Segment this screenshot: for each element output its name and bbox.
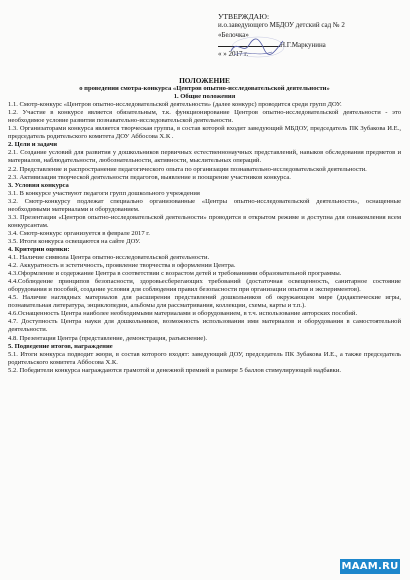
section-item: 4.7. Доступность Центра науки для дошкольников, возможность использования ими материалов и оборудования в самостоятельной деятельности. [8, 318, 401, 334]
document-body [8, 77, 401, 375]
maam-logo: MAAM.RU [341, 561, 399, 572]
approval-org: «Белочка» [218, 30, 249, 39]
section-item: 2.1. Создание условий для развития у дошкольников первичных естественнонаучных представлений, навыков обследования предметов и материалов, наблюдательности, любознательности, активности, мыслительных операций. [8, 149, 401, 165]
approval-position: и.о.заведующего МБДОУ детский сад № 2 [218, 21, 345, 30]
section-item: 2.2. Представление и распространение педагогического опыта по организации познавательно-исследовательской деятельности. [8, 165, 367, 173]
section-item: 3.1. В конкурсе участвуют педагоги групп дошкольного учреждения [8, 189, 200, 197]
section-heading: 3. Условия конкурса [8, 181, 69, 189]
section-item: 1.3. Организаторами конкурса является творческая группа, в состав которой входит заведующий МБДОУ, председатель ПК Зубакова И.Е., председатель родительского комитета ДОУ Аббосова Х.К . [8, 125, 401, 141]
section-item: 3.4. Смотр-конкурс организуется в феврале 2017 г. [8, 229, 150, 237]
document-title: ПОЛОЖЕНИЕ [179, 76, 230, 85]
approval-signer: Н.Г.Маркунина [280, 40, 326, 49]
section-item: 4.8. Презентация Центра (представление, демонстрация, разъяснение). [8, 334, 208, 342]
section-item: 4.6.Оснащенность Центра наиболее необходимыми материалами и оборудованием, в т.ч. использование авторских пособий. [8, 310, 358, 318]
section-item: 5.1. Итоги конкурса подводит жюри, в состав которого входят: заведующий ДОУ, председатель ПК Зубакова И.Е., а также председатель родительского комитета Аббосова Х.К. [8, 350, 401, 366]
document-subtitle: о проведении смотра-конкурса «Центров опытно-исследовательской деятельности» [79, 85, 330, 93]
section-item: 3.2. Смотр-конкурсу подлежат специально организованные «Центры опытно-исследовательской деятельности», оснащенные необходимыми материалами и оборудованием. [8, 197, 401, 213]
section-item: 4.3.Оформление и содержание Центра в соответствии с возрастом детей и требованиями образовательной программы. [8, 270, 342, 278]
section-item: 3.3. Презентация «Центров опытно-исследовательской деятельности» проводится в открытом режиме и доступна для ознакомления всем конкурсантам. [8, 213, 401, 229]
document-sections [8, 93, 401, 375]
approval-heading: УТВЕРЖДАЮ: [218, 12, 270, 21]
section-item: 4.2. Аккуратность и эстетичность, проявление творчества в оформлении Центра. [8, 262, 236, 270]
section-item: 1.1. Смотр-конкурс «Центров опытно-исследовательской деятельности» (далее конкурс) проводится среди групп ДОУ. [8, 101, 342, 109]
section-heading: 1. Общие положения [173, 93, 236, 101]
section-heading: 4. Критерии оценки: [8, 245, 70, 253]
section-heading: 2. Цели и задачи [8, 141, 58, 149]
section-item: 2.3. Активизация творческой деятельности педагогов, выявление и поощрение участников конкурса. [8, 173, 291, 181]
section-item: 4.5. Наличие наглядных материалов для расширения представлений дошкольников об окружающем мире (дидактические игры, познавательная литература, энциклопедии, альбомы для рассматривания, коллекции, схемы, карты и т.п.). [8, 294, 401, 310]
section-item: 5.2. Победители конкурса награждаются грамотой и денежной премией в размере 5 баллов стимулирующей надбавки. [8, 366, 342, 374]
signature-scribble [228, 34, 286, 60]
section-item: 1.2. Участие в конкурсе является обязательным, т.к. функционирование Центров опытно-исследовательской деятельности - это необходимое условие развития познавательно-исследовательской деятельности. [8, 109, 401, 125]
section-heading: 5. Подведение итогов, награждение [8, 342, 113, 350]
section-item: 4.1. Наличие символа Центра опытно-исследовательской деятельности. [8, 254, 210, 262]
section-item: 4.4.Соблюдение принципов безопасности, здоровьесберегающих требований (достаточная освещенность, санитарное состояние оборудования и пособий, создание условия для соблюдения правил безопасности при организации опытов и экспериментов). [8, 278, 401, 294]
approval-date: « » 2017 г. [218, 50, 249, 59]
section-item: 3.5. Итоги конкурса освещаются на сайте ДОУ. [8, 237, 141, 245]
